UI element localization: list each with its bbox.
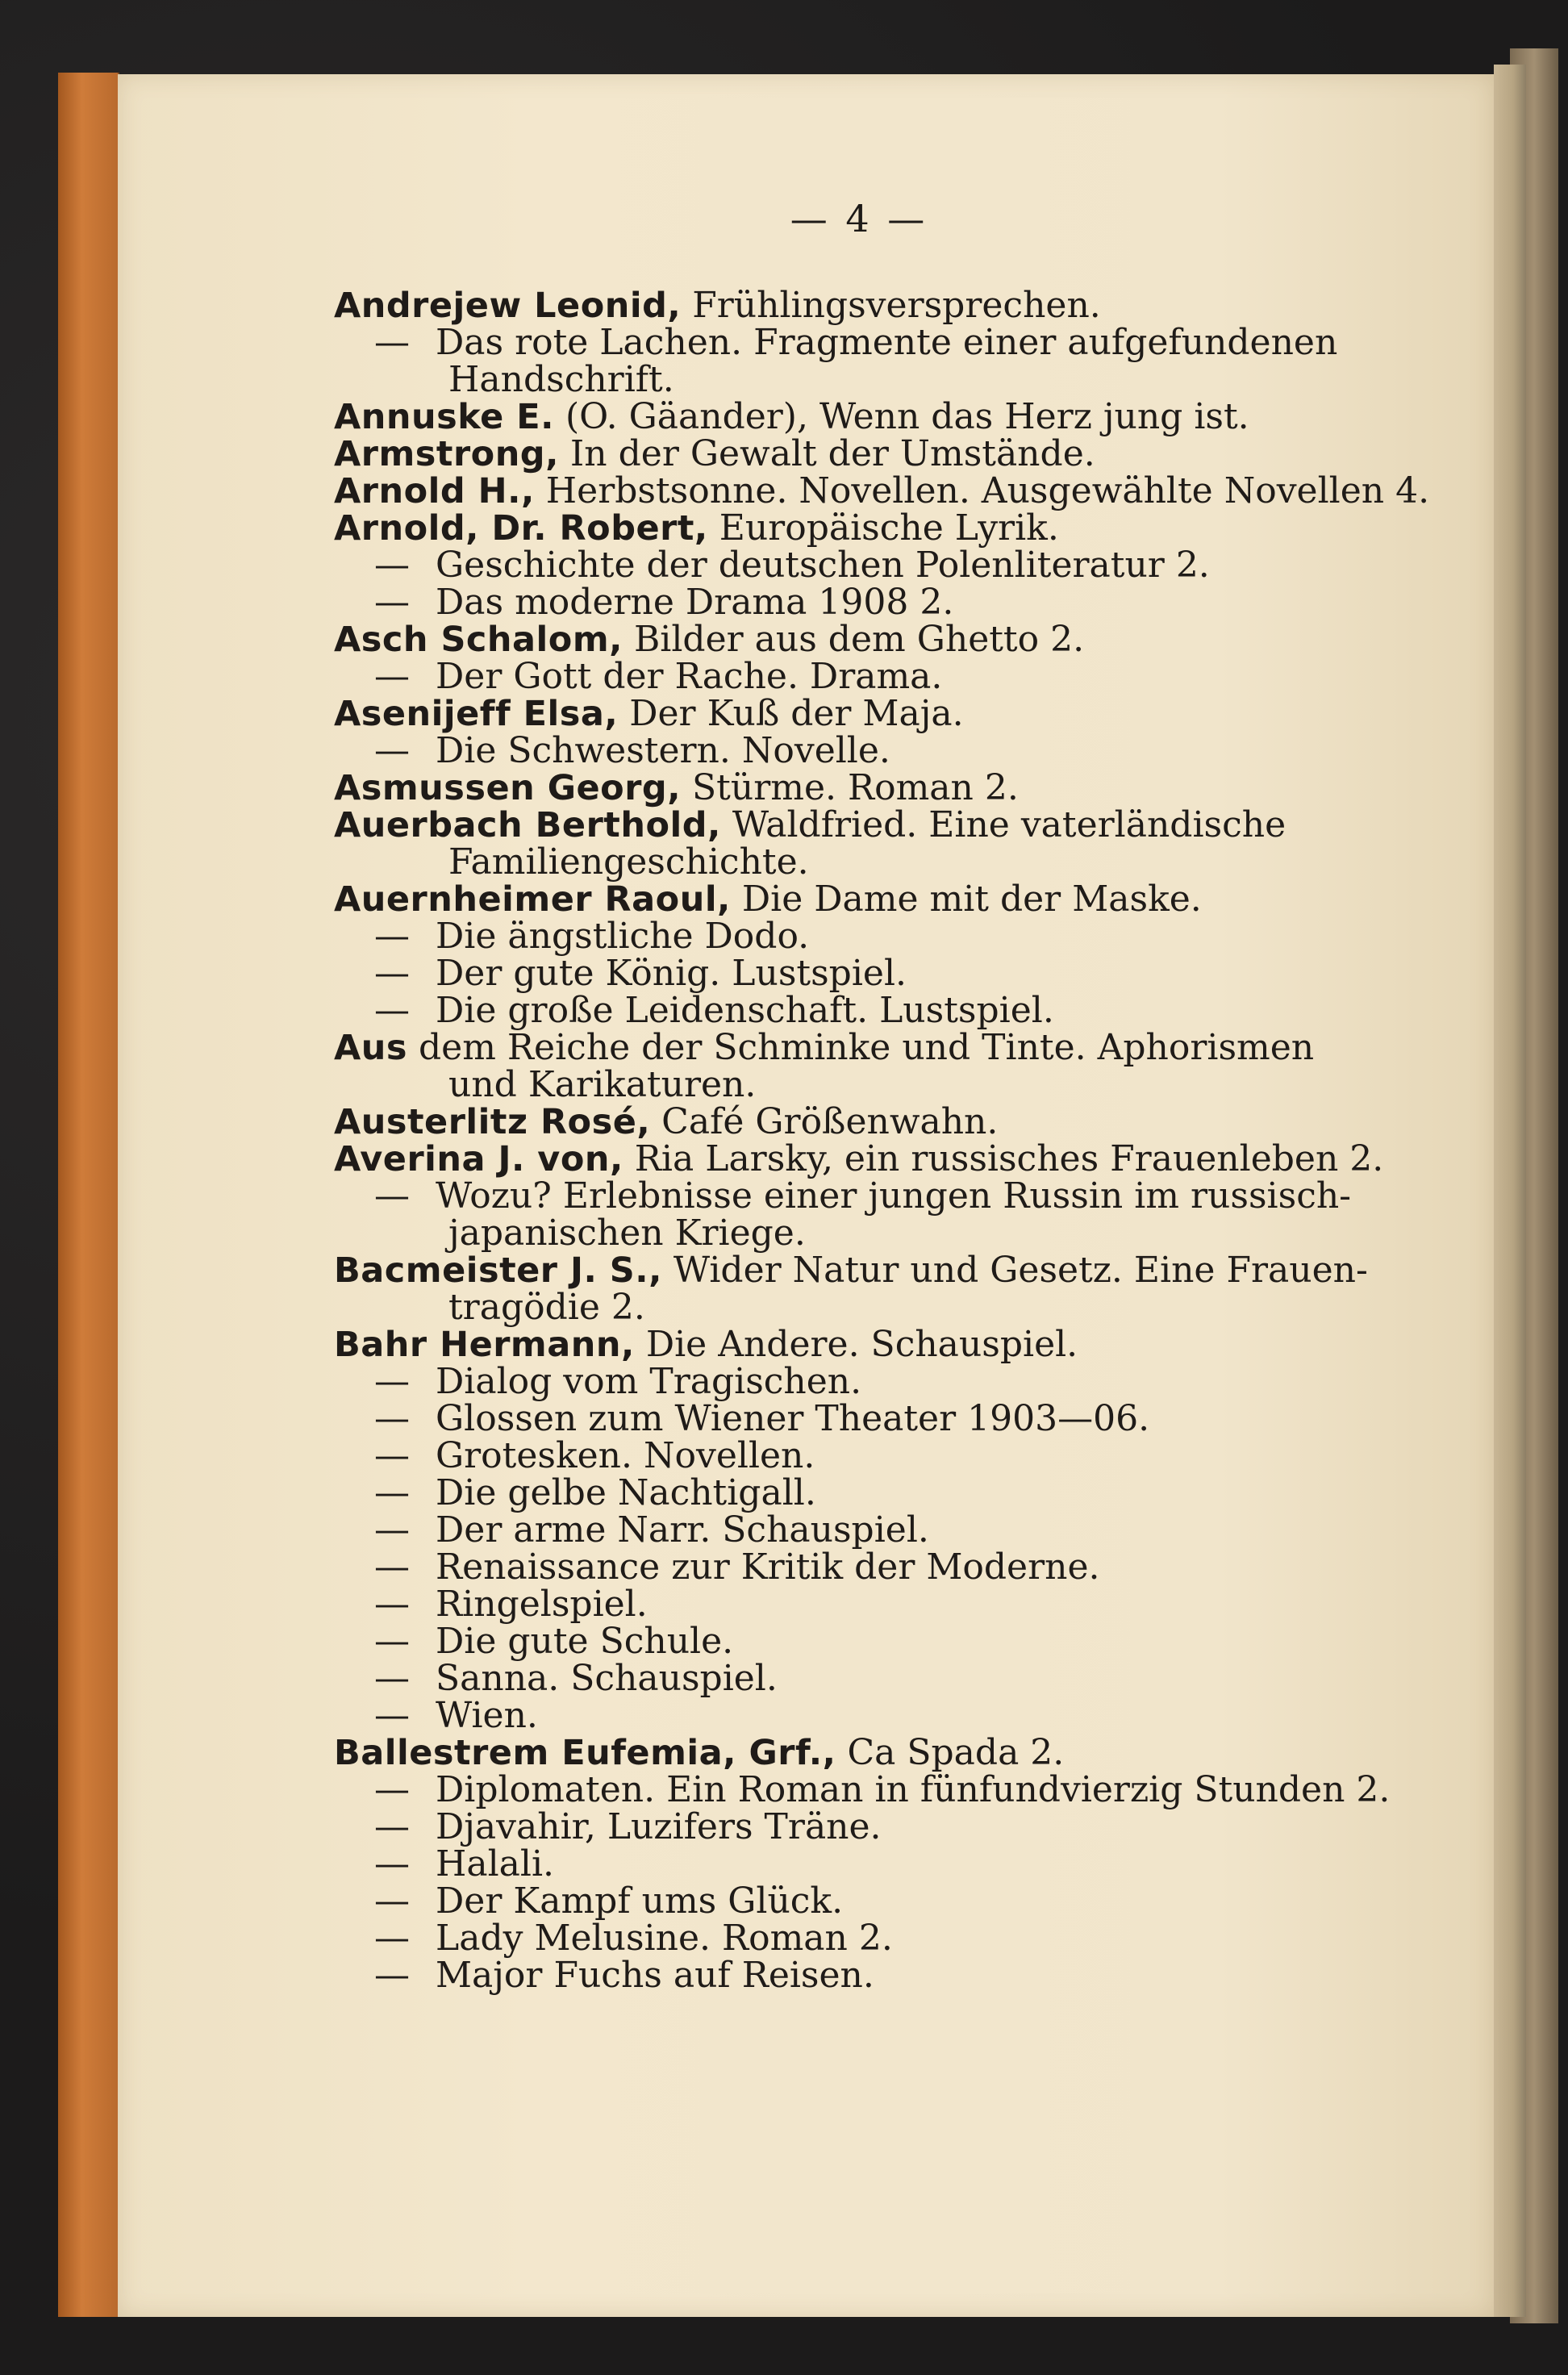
entry-dash: — <box>374 1918 410 1959</box>
entry-author: Arnold, Dr. Robert, <box>334 508 708 549</box>
entry-main <box>334 470 1430 511</box>
entry-title: Grotesken. Novellen. <box>436 1435 815 1476</box>
entry-dash: — <box>374 1880 410 1922</box>
entry-title: Halali. <box>436 1843 555 1885</box>
entry-title: Major Fuchs auf Reisen. <box>436 1955 874 1996</box>
entry-author: Auernheimer Raoul, <box>334 879 731 920</box>
entry-sub <box>334 324 1382 361</box>
entry-continuation: und Karikaturen. <box>448 1064 757 1105</box>
entry-author: Austerlitz Rosé, <box>334 1102 651 1142</box>
entry-dash: — <box>374 1843 410 1885</box>
entry-sub <box>334 1660 1382 1697</box>
entry-dash: — <box>374 1546 410 1588</box>
entry-title: Ringelspiel. <box>436 1584 648 1625</box>
entry-dash: — <box>374 1769 410 1810</box>
entry-title: Dialog vom Tragischen. <box>436 1361 862 1402</box>
entry-dash: — <box>374 1584 410 1625</box>
entry-title: Frühlingsversprechen. <box>681 285 1101 326</box>
entry-title: Waldfried. Eine vaterländische <box>720 804 1287 845</box>
entry-sub <box>334 1435 1382 1476</box>
entry-sub <box>334 1472 1382 1513</box>
entry-title: Wider Natur und Gesetz. Eine Frauen- <box>661 1250 1368 1291</box>
entry-title: Die gelbe Nachtigall. <box>436 1472 816 1513</box>
entry-author: Asmussen Georg, <box>334 768 682 808</box>
entry-main <box>334 804 1382 845</box>
entry-title: Das moderne Drama 1908 2. <box>436 582 954 623</box>
entry-author: Asenijeff Elsa, <box>334 694 619 734</box>
entry-sub <box>334 584 1382 621</box>
entry-continuation: Familiengeschichte. <box>448 841 809 883</box>
entry-main <box>334 621 1382 658</box>
entry-author: Bahr Hermann, <box>334 1325 635 1365</box>
entry-dash: — <box>374 1695 410 1736</box>
entry-title: dem Reiche der Schminke und Tinte. Aphorismen <box>407 1027 1315 1068</box>
entry-main <box>334 881 1382 918</box>
entry-sub <box>334 1509 1382 1551</box>
entry-sub <box>334 1880 1382 1922</box>
entry-dash: — <box>374 1806 410 1847</box>
entry-title: Der Kampf ums Glück. <box>436 1880 844 1922</box>
entry-main <box>334 1326 1382 1363</box>
book-cover-edge <box>58 73 119 2317</box>
entry-title: (O. Gäander), Wenn das Herz jung ist. <box>554 396 1249 437</box>
page-number: — 4 — <box>790 197 928 240</box>
entry-sub <box>334 1769 1391 1810</box>
entry-main <box>334 287 1382 324</box>
entry-sub <box>334 1546 1382 1588</box>
entry-sub <box>334 955 1382 992</box>
entry-author: Ballestrem Eufemia, Grf., <box>334 1733 836 1773</box>
entry-sub <box>334 658 1382 695</box>
entry-title: Herbstsonne. Novellen. Ausgewählte Novellen 4. <box>534 470 1430 511</box>
entry-title: Diplomaten. Ein Roman in fünfundvierzig Stunden 2. <box>436 1769 1391 1810</box>
entry-dash: — <box>374 1175 410 1217</box>
entry-continuation: tragödie 2. <box>448 1287 645 1328</box>
entry-main <box>334 433 1382 474</box>
entry-title: Lady Melusine. Roman 2. <box>436 1918 893 1959</box>
entry-sub <box>334 1843 1382 1885</box>
entry-main <box>334 695 1382 733</box>
entry-sub <box>334 1175 1382 1217</box>
entry-title: Die Schwestern. Novelle. <box>436 730 890 771</box>
entry-sub <box>334 1806 1382 1847</box>
entry-title: Die ängstliche Dodo. <box>436 916 810 957</box>
entry-continuation: Handschrift. <box>448 359 674 400</box>
entry-dash: — <box>374 1621 410 1662</box>
entry-title: Das rote Lachen. Fragmente einer aufgefundenen <box>436 322 1338 363</box>
entry-author: Armstrong, <box>334 434 559 474</box>
entry-dash: — <box>374 1435 410 1476</box>
entry-sub <box>334 1586 1382 1623</box>
entry-title: Glossen zum Wiener Theater 1903—06. <box>436 1398 1150 1439</box>
entry-dash: — <box>374 1472 410 1513</box>
entry-title: Wien. <box>436 1695 538 1736</box>
entry-sub <box>334 1920 1382 1957</box>
entry-title: Sanna. Schauspiel. <box>436 1658 778 1699</box>
entry-author: Andrejew Leonid, <box>334 286 682 326</box>
entry-sub <box>334 1697 1382 1734</box>
entry-author: Auerbach Berthold, <box>334 805 721 845</box>
entry-dash: — <box>374 322 410 363</box>
entry-main <box>334 767 1382 808</box>
entry-title: Ca Spada 2. <box>836 1732 1065 1773</box>
entry-author: Annuske E. <box>334 397 554 437</box>
entry-title: Europäische Lyrik. <box>707 507 1059 549</box>
entry-title: Café Größenwahn. <box>650 1101 999 1142</box>
entry-main <box>334 1734 1382 1772</box>
page-gutter <box>1494 65 1526 2317</box>
entry-title: Djavahir, Luzifers Träne. <box>436 1806 882 1847</box>
entry-sub <box>334 1623 1382 1660</box>
entry-author: Arnold H., <box>334 471 535 511</box>
entry-dash: — <box>374 656 410 697</box>
entry-sub <box>334 730 1382 771</box>
entry-sub <box>334 1400 1382 1438</box>
entry-title: Der Gott der Rache. Drama. <box>436 656 943 697</box>
entry-main <box>334 1138 1384 1179</box>
entry-dash: — <box>374 953 410 994</box>
entry-title: Wozu? Erlebnisse einer jungen Russin im russisch- <box>436 1175 1352 1217</box>
entry-main <box>334 396 1382 437</box>
entry-title: Die Andere. Schauspiel. <box>634 1324 1078 1365</box>
entry-author: Aus <box>334 1028 407 1068</box>
entry-title: Geschichte der deutschen Polenliteratur 2. <box>436 545 1210 586</box>
bibliography-list <box>334 285 1430 1996</box>
entry-main <box>334 1252 1382 1289</box>
entry-dash: — <box>374 1955 410 1996</box>
entry-dash: — <box>374 990 410 1031</box>
entry-title: Renaissance zur Kritik der Moderne. <box>436 1546 1100 1588</box>
entry-main <box>334 1029 1382 1066</box>
entry-dash: — <box>374 1658 410 1699</box>
entry-sub <box>334 547 1382 584</box>
entry-title: Der gute König. Lustspiel. <box>436 953 907 994</box>
entry-dash: — <box>374 1361 410 1402</box>
entry-sub <box>334 992 1382 1029</box>
entry-sub <box>334 918 1382 955</box>
entry-dash: — <box>374 582 410 623</box>
entry-author: Bacmeister J. S., <box>334 1250 662 1291</box>
entry-main <box>334 507 1382 549</box>
entry-title: Die große Leidenschaft. Lustspiel. <box>436 990 1054 1031</box>
entry-dash: — <box>374 730 410 771</box>
entry-title: Die Dame mit der Maske. <box>730 879 1202 920</box>
entry-main <box>334 1101 1382 1142</box>
entry-author: Averina J. von, <box>334 1139 623 1179</box>
entry-sub <box>334 1363 1382 1400</box>
entry-dash: — <box>374 1509 410 1551</box>
entry-title: In der Gewalt der Umstände. <box>558 433 1095 474</box>
entry-title: Ria Larsky, ein russisches Frauenleben 2. <box>623 1138 1384 1179</box>
entry-sub <box>334 1957 1382 1994</box>
entry-title: Der arme Narr. Schauspiel. <box>436 1509 929 1551</box>
entry-dash: — <box>374 916 410 957</box>
entry-title: Stürme. Roman 2. <box>681 767 1019 808</box>
entry-dash: — <box>374 545 410 586</box>
entry-dash: — <box>374 1398 410 1439</box>
entry-title: Bilder aus dem Ghetto 2. <box>622 619 1085 660</box>
entry-continuation: japanischen Kriege. <box>448 1213 806 1254</box>
entry-author: Asch Schalom, <box>334 620 623 660</box>
entry-title: Der Kuß der Maja. <box>618 693 964 734</box>
entry-title: Die gute Schule. <box>436 1621 734 1662</box>
